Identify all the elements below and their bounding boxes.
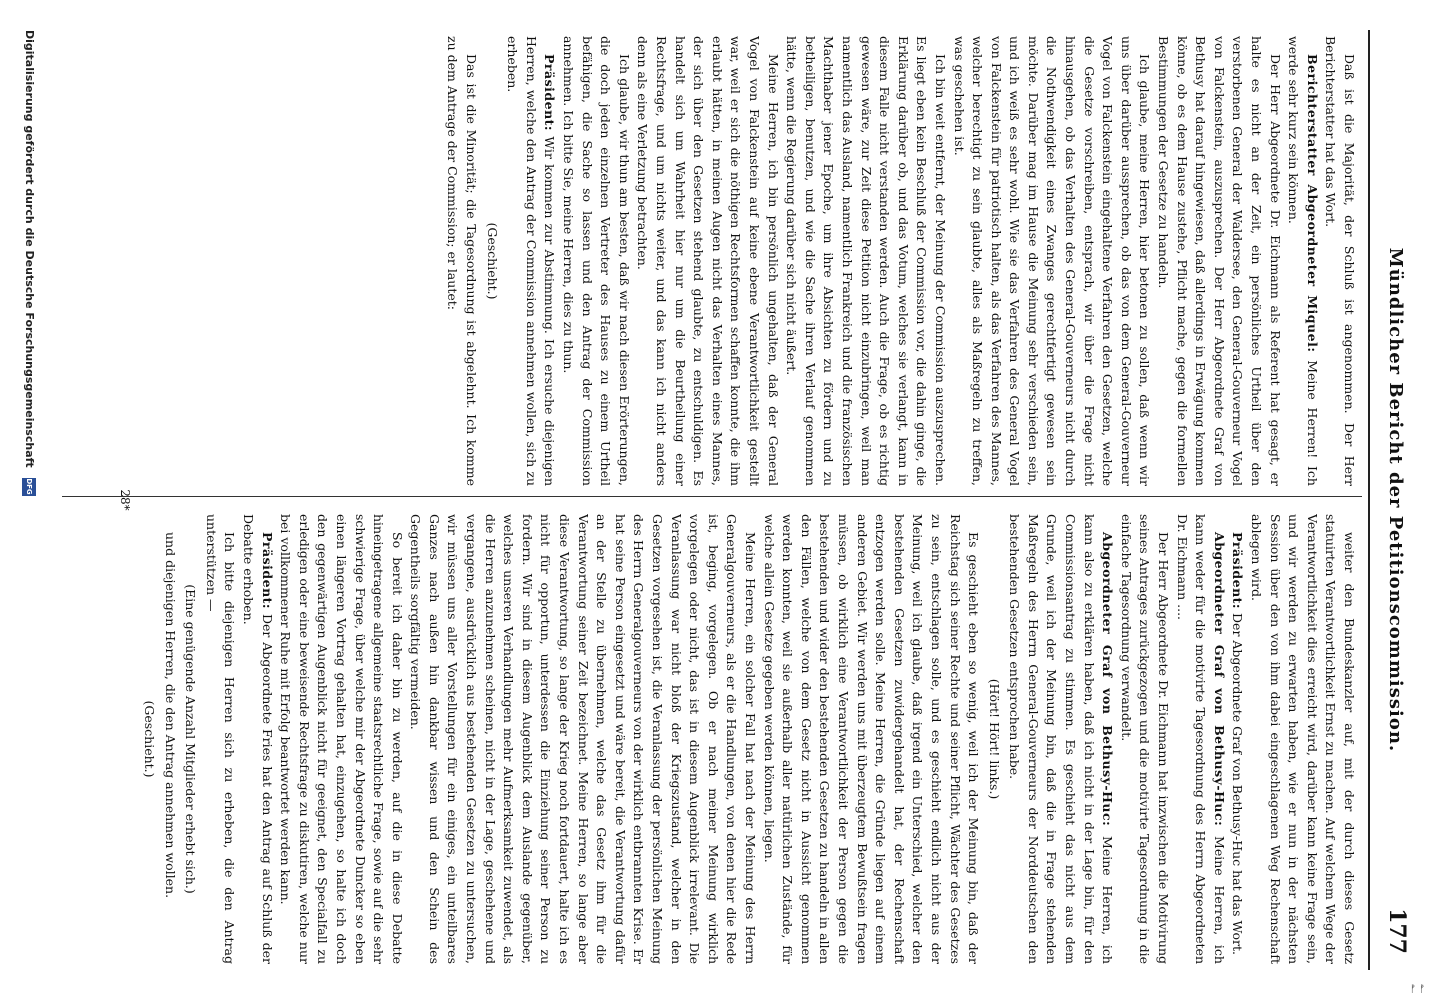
body-paragraph bbox=[1246, 514, 1358, 964]
stage-direction-text: (Geschieht.) bbox=[484, 222, 500, 300]
digitization-footer bbox=[12, 30, 36, 970]
body-paragraph bbox=[949, 36, 1154, 486]
speaker-paragraph bbox=[1172, 514, 1228, 964]
body-paragraph bbox=[201, 514, 238, 964]
speaker-name: Präsident: bbox=[542, 54, 558, 132]
paragraph-text: Der Herr Abgeordnete Dr. Eichmann hat inzwischen die Motivirung seines Antrages zurückgezogen und die motivirte Tagesordnung in die einfache Tagesordnung verwandelt. bbox=[1118, 514, 1172, 964]
stage-direction bbox=[181, 514, 200, 964]
speaker-paragraph bbox=[1228, 514, 1247, 964]
digitization-note: Digitalisierung gefördert durch die Deutsche Forschungsgemeinschaft bbox=[23, 30, 36, 468]
header-rule bbox=[1368, 30, 1370, 970]
page-number: 177 bbox=[1384, 908, 1410, 954]
body-paragraph bbox=[759, 514, 982, 964]
body-paragraph bbox=[558, 36, 632, 486]
speech-text: Der Abgeordnete Fries hat den Antrag auf Schluß der Debatte erhoben. bbox=[240, 514, 275, 964]
speaker-name: Präsident: bbox=[1230, 532, 1246, 610]
paragraph-text: Ich glaube, meine Herren, hier betonen zu sollen, daß wenn wir uns über darüber aussprechen, ob das von dem General-Gouverneur Vogel von Falckenstein eingehaltene Verfahren den Gesetzen, welche die Gesetze vorschreiben, entsprach, wir über die Frage nicht hinausgehen, ob das Verhalten des General-Gouverneurs nicht durch die Nothwendigkeit eines Zwanges gerechtfertigt gewesen sein möchte. Darüber mag im Hause die Meinung sehr verschieden sein, und ich weiß es sehr wohl. Wie sie das Verfahren des General Vogel von Falckenstein für patriotisch halten, als das Verfahren des Mannes, welcher berechtigt zu sein glaubte, alles als Maßregeln zu treffen, was geschehen ist. bbox=[951, 36, 1153, 486]
body-paragraph bbox=[160, 514, 179, 964]
body-paragraph bbox=[633, 36, 782, 486]
speech-text: Meine Herren! Ich werde sehr kurz sein können. bbox=[1286, 36, 1320, 486]
running-title: Mündlicher Bericht der Petitionscommission. bbox=[1385, 247, 1406, 753]
speaker-name: Abgeordneter Graf von Bethusy-Huc: bbox=[1100, 532, 1116, 827]
running-header bbox=[1374, 40, 1410, 960]
speaker-paragraph bbox=[238, 514, 275, 964]
paragraph-text: Meine Herren, ein solcher Fall hat nach der Meinung des Herrn Generalgouverneurs, als er die Handlungen, von denen hier die Rede ist, beging, vorgelegen. Ob er nach meiner Meinung wirklich vorgelegen oder nicht, das ist in diesem Augenblick irrelevant. Die Veranlassung war nicht bloß der Kriegszustand, welcher in den Gesetzen vorgesehen ist, die Veranlassung der persönlichen Meinung des Herrn Generalgouverneurs von der wirklich entbrannten Krise. Er hat seine Person eingesetzt und wäre bereit, die Verantwortung dafür an der Stelle zu übernehmen, welche das Gesetz ihm für die Verantwortung seiner Zeit bezeichnet. Meine Herren, so lange aber diese Verantwortung, so lange der Krieg noch fortdauert, halte ich es nicht für opportun, unterdessen die Einziehung seiner Person zu fordern. Wir sind in diesem Augenblick dem Auslande gegenüber, welches unseren Verhandlungen mehr Aufmerksamkeit zuwendet, als die Herren anzunehmen scheinen, nicht in der Lage, geschehene und vergangene, ausdrücklich aus bestehenden Gesetzen zu untersuchen, wir müssen uns aller Vorstellungen für ein einiges, ein unteilbares Ganzes nach außen hin dankbar wissen und den Schein des Gegentheils sorgfältig vermeiden. bbox=[408, 514, 758, 964]
body-paragraph bbox=[276, 514, 406, 964]
speech-text: Meine Herren, ich kann weder für die motivirte Tagesordnung des Herrn Abgeordneten Dr. Eichmann .... bbox=[1174, 514, 1227, 964]
stage-direction bbox=[984, 514, 1003, 964]
speaker-paragraph bbox=[1005, 514, 1117, 964]
dfg-logo-icon: DFG bbox=[22, 478, 36, 496]
body-paragraph bbox=[1116, 514, 1172, 964]
speaker-name: Berichterstatter Abgeordneter Miquel: bbox=[1304, 54, 1320, 353]
right-column bbox=[68, 514, 1358, 964]
body-paragraph bbox=[782, 36, 949, 486]
speech-text: Meine Herren, ich kann also zu erklären haben, daß ich nicht in der Lage bin, für den Commissionsantrag zu stimmen. Es geschieht das nicht aus dem Grunde, weil ich der Meinung bin, daß die in Frage stehenden Maßregeln des Herrn General-Gouverneurs der Norddeutschen den bestehenden Gesetzen entsprochen habe. bbox=[1007, 514, 1116, 964]
paragraph-text: Es geschieht eben so wenig, weil ich der Meinung bin, daß der Reichstag sich seiner Rechte und seiner Pflicht, Wächter des Gesetzes zu sein, entschlagen solle, und es geschieht endlich nicht aus der Meinung, weil ich glaube, daß irgend ein Unterschied, welcher den bestehenden Gesetzen zuwidergehandelt hat, der Rechenschaft entzogen werden solle. Meine Herren, die Gründe liegen auf einem anderen Gebiet. Wir werden uns mit überzeugtem Bewußtsein fragen müssen, ob wirklich eine Verantwortlichkeit der Person gegen die bestehenden und wider den bestehenden Gesetzen zu handeln in allen den Fällen, welche von dem Gesetz nicht in Aussicht genommen werden konnten, weil sie außerhalb aller natürlichen Zustände, für welche allein Gesetze gegeben werden können, liegen. bbox=[761, 514, 982, 964]
sheet-signature: 28* bbox=[118, 489, 132, 511]
paragraph-text: Der Herr Abgeordnete Dr. Eichmann als Referent hat gesagt, er halte es nicht an der Zeit, ein persönliches Urtheil über den verstorbenen General der Waldersee, den General-Gouverneur Vogel von Falckenstein, auszusprechen. Der Herr Abgeordnete Graf von Bethusy hat darauf hingewiesen, daß allerdings in Erwägung kommen könne, ob es dem Hause zustehe, Pflicht mache, gegen die formellen Bestimmungen der Gesetze zu handeln. bbox=[1156, 36, 1283, 486]
body-paragraph bbox=[1321, 36, 1358, 486]
body-paragraph bbox=[443, 36, 480, 486]
paragraph-text: Daß ist die Majorität, der Schluß ist angenommen. Der Herr Berichterstatter hat das Wort. bbox=[1323, 36, 1357, 486]
speech-text: Der Abgeordnete Graf von Bethusy-Huc hat das Wort. bbox=[1230, 613, 1246, 955]
body-paragraph bbox=[1153, 36, 1283, 486]
paragraph-text: Meine Herren, ich bin persönlich ungehalten, daß der General Vogel von Falckenstein auf keine ebene Verantwortlichkeit gestellt war, weil er sich die nöthigen Rechtsformen schaffen konnte, die ihm erlaubt hätten, in meinen Augen nicht das Verhalten eines Mannes, der sich über den Gesetzen stehend glaubte, zu entschuldigen. Es handelt sich um Wahrheit hier nur um die Beurtheilung einer Rechtsfrage, und um nichts weiter, und das kann ich nicht anders denn als eine Verletzung betrachten. bbox=[635, 36, 781, 486]
speaker-paragraph bbox=[1284, 36, 1321, 486]
stage-direction bbox=[139, 514, 158, 964]
speaker-paragraph bbox=[503, 36, 559, 486]
paragraph-text: weiter den Bundeskanzler auf, mit der durch dieses Gesetz statuirten Verantwortlichkeit Ernst zu machen. Auf welchem Wege der Verantwortlichkeit dies erreicht wird, darüber kann keine Frage sein, und wir werden zu erwarten haben, wie er nun in der nächsten Session über den von ihm dabei eingeschlagenen Weg Rechenschaft ablegen wird. bbox=[1249, 514, 1357, 964]
speaker-name: Präsident: bbox=[259, 532, 275, 610]
paragraph-text: So bereit ich daher bin zu werden, auf die in diese Debatte hineingetragene allgemeine staatsrechtliche Frage, sowie auf die sehr schwierige Frage, über welche mir der Abgeordnete Duncker so eben einen längeren Vortrag gehalten hat, einzugehen, so halte ich doch den gegenwärtigen Augenblick nicht für geeignet, den Specialfall zu erledigen oder eine beweisende Rechtsfrage zu diskutiren, welche nur bei vollkommener Ruhe mit Erfolg beantwortet werden kann. bbox=[278, 514, 405, 964]
paragraph-text: Ich bin weit entfernt, der Meinung der Commission auszusprechen. Es liegt eben kein Beschluß der Commission vor, die dahin ginge, die Erklärung darüber ob, und das Votum, welches sie verlangt, kann in diesem Falle nicht verstanden werden. Auch die Frage, ob es richtig gewesen wäre, zur Zeit diese Petition nicht einzubringen, weil man namentlich das Ausland, namentlich Frankreich und die französischen Machthaber jener Epoche, um ihre Absichten zu fördern und zu betheiligen, benutzen, und wie die Sache ihren Verlauf genommen hätte, wenn die Regierung darüber sich nicht äußert. bbox=[784, 36, 948, 486]
body-paragraph bbox=[406, 514, 759, 964]
paragraph-text: Ich bitte diejenigen Herren sich zu erheben, die den Antrag unterstützen — bbox=[203, 514, 238, 964]
speech-text: Wir kommen zur Abstimmung. Ich ersuche diejenigen Herren, welche den Antrag der Commission annehmen wollen, sich zu erheben. bbox=[505, 36, 558, 486]
stage-direction-text: (Hört! Hört! links.) bbox=[986, 678, 1002, 800]
paragraph-text: Ich glaube, wir thun am besten, daß wir nach diesen Erörterungen, die doch jeden einzelnen Vertreter des Hauses zu einem Urtheil befähigen, die Sache so lassen und den Antrag der Commission annehmen. Ich bitte Sie, meine Herren, dies zu thun. bbox=[561, 36, 632, 486]
stage-direction-text: (Geschieht.) bbox=[142, 700, 157, 778]
stage-direction-text: (Eine genügende Anzahl Mitglieder erhebt sich.) bbox=[183, 584, 199, 894]
paragraph-text: Das ist die Minorität; die Tagesordnung ist abgelehnt. Ich komme zu dem Antrage der Commission; er lautet: bbox=[445, 36, 480, 486]
paragraph-text: und diejenigen Herren, die den Antrag annehmen wollen. bbox=[162, 532, 178, 899]
stage-direction bbox=[482, 36, 501, 486]
left-column bbox=[68, 36, 1358, 486]
column-divider bbox=[62, 496, 1362, 497]
speaker-name: Abgeordneter Graf von Bethusy-Huc: bbox=[1211, 532, 1227, 827]
edge-marks: ᚠ ᚠ bbox=[1410, 984, 1426, 995]
